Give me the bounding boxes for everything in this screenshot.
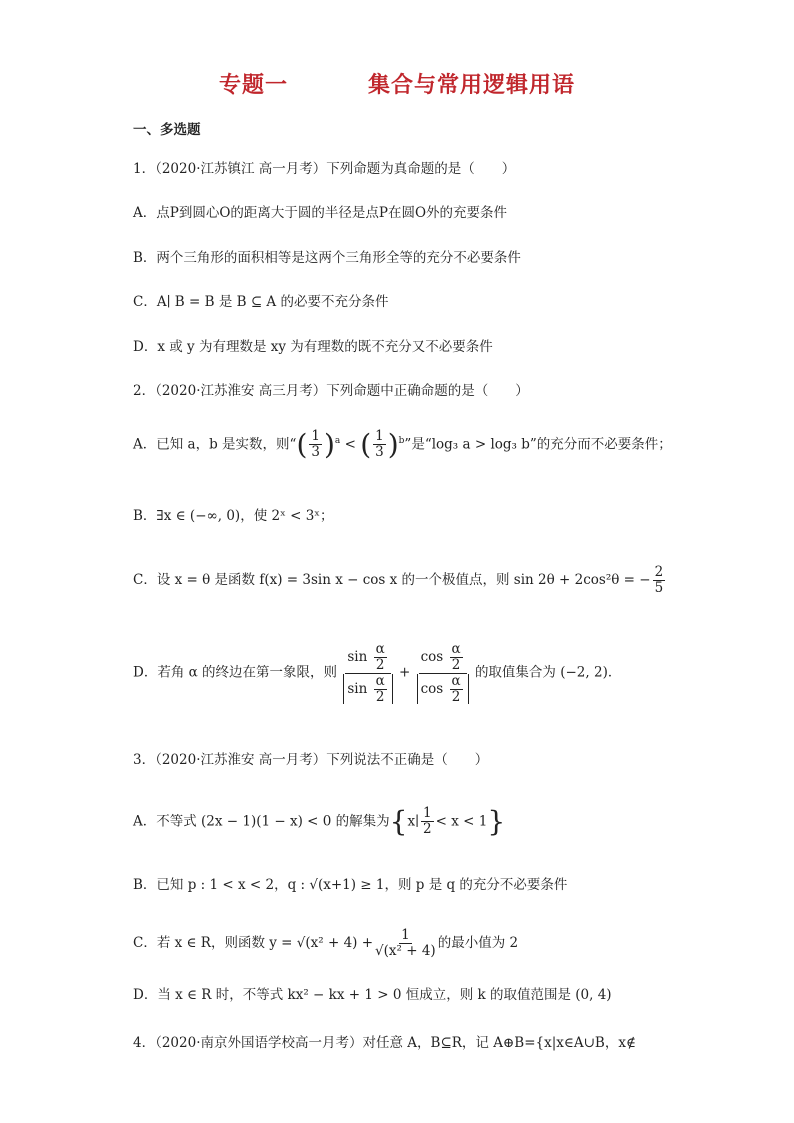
- question-2-stem: 2．（2020·江苏淮安 高三月考）下列命题中正确命题的是（ ）: [133, 383, 529, 399]
- question-1-option-b: B．两个三角形的面积相等是这两个三角形全等的充分不必要条件: [133, 250, 521, 266]
- section-heading: 一、多选题: [133, 122, 201, 138]
- question-2-option-d: D．若角 α 的终边在第一象限，则 sin $\frac{\alpha}{2}$ sin $\frac{\alpha}{2}$ + cos $\frac{\alpha}{2}$ cos $\frac{\alpha}{2}$ 的取值集合为 (−2, 2)．: [133, 641, 622, 705]
- question-3-option-b: B．已知 p : 1 < x < 2，q : √(x+1) ≥ 1，则 p 是 q 的充分不必要条件: [133, 877, 568, 893]
- question-3-option-d: D．当 x ∈ R 时，不等式 kx² − kx + 1 > 0 恒成立，则 k 的取值范围是 (0, 4): [133, 987, 612, 1003]
- question-2-option-a: A．已知 a，b 是实数，则“( $\frac{1}{3}$ )$^a$ < ( $\frac{1}{3}$ )$^b$”是“log₃ a > log₃ b”的充分而不必要条件；: [133, 428, 672, 461]
- question-1-stem: 1．（2020·江苏镇江 高一月考）下列命题为真命题的是（ ）: [133, 161, 516, 177]
- question-2-option-b: B．∃x ∈ (−∞, 0)，使 2ˣ < 3ˣ；: [133, 508, 334, 524]
- question-3-stem: 3．（2020·江苏淮安 高一月考）下列说法不正确是（ ）: [133, 752, 489, 768]
- question-1-option-d: D．x 或 y 为有理数是 xy 为有理数的既不充分又不必要条件: [133, 339, 493, 355]
- question-1-option-a: A．点P到圆心O的距离大于圆的半径是点P在圆O外的充要条件: [133, 205, 508, 221]
- question-1-option-c: C．A∣ B = B 是 B ⊆ A 的必要不充分条件: [133, 294, 389, 310]
- question-4-stem: 4．（2020·南京外国语学校高一月考）对任意 A，B⊆R，记 A⊕B={x|x∈A∪B，x∉: [133, 1035, 636, 1051]
- question-3-option-a: A．不等式 (2x − 1)(1 − x) < 0 的解集为{x∣ $\frac{1}{2}$ < x < 1}: [133, 805, 506, 838]
- question-2-option-c: C．设 x = θ 是函数 f(x) = 3sin x − cos x 的一个极值点，则 sin 2θ + 2cos²θ = − $\frac{2}{5}$: [133, 564, 664, 596]
- question-3-option-c: C．若 x ∈ R，则函数 y = √(x² + 4) + $\frac{1}{\text{√(x² + 4)}}$ 的最小值为 2: [133, 927, 519, 959]
- page-title: 专题一 集合与常用逻辑用语: [218, 73, 576, 98]
